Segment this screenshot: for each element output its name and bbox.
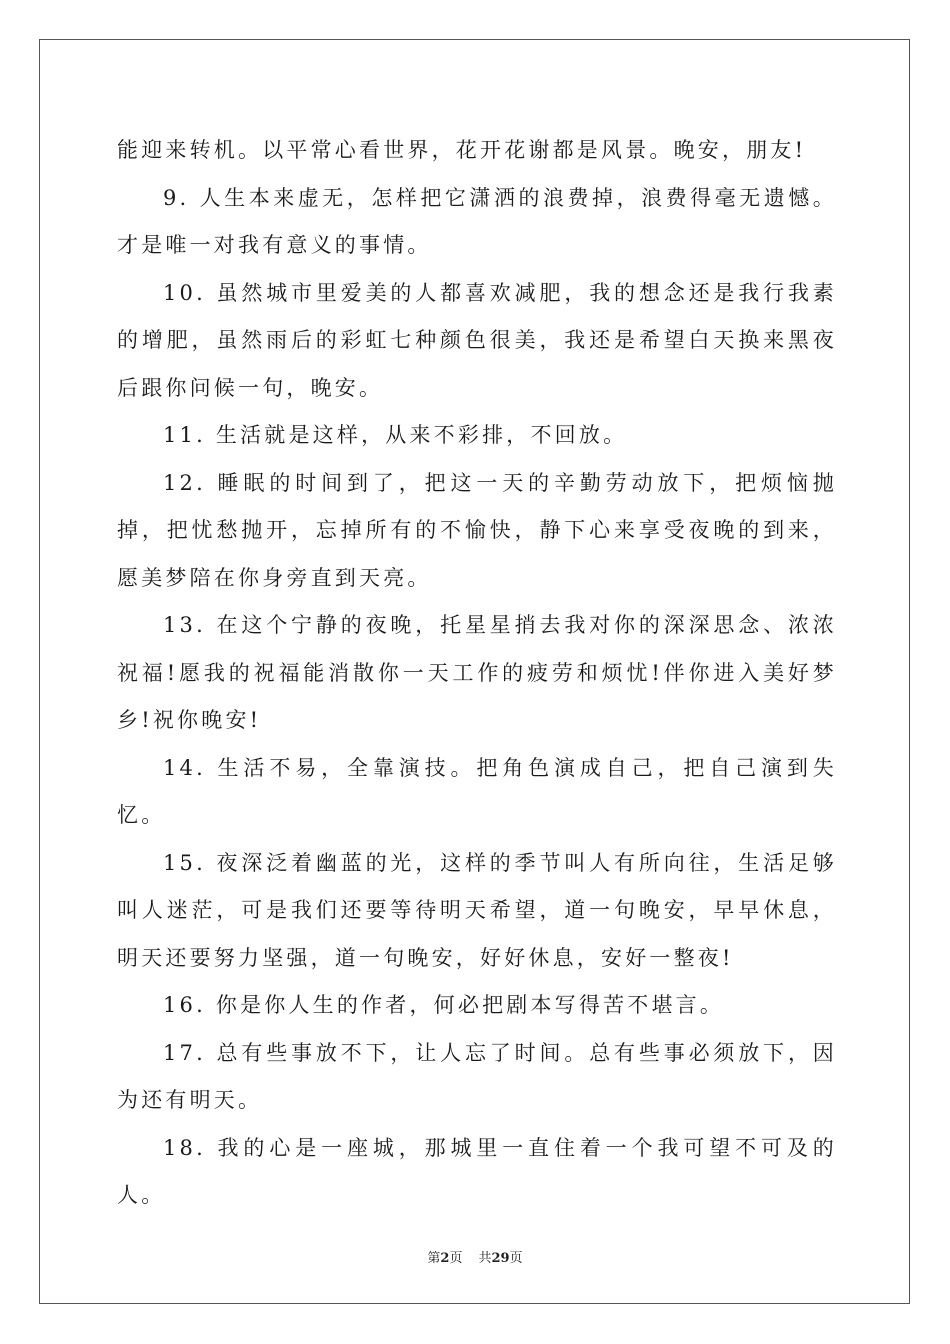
paragraph-item-14: 14. 生活不易，全靠演技。把角色演成自己，把自己演到失忆。 (117, 755, 837, 827)
paragraph-item-16: 16. 你是你人生的作者，何必把剧本写得苦不堪言。 (163, 993, 725, 1017)
paragraph-item-18: 18. 我的心是一座城，那城里一直住着一个我可望不可及的人。 (117, 1135, 837, 1207)
paragraph-item-13: 13. 在这个宁静的夜晚，托星星捎去我对你的深深思念、浓浓祝福!愿我的祝福能消散你一天工作的疲劳和烦忧!伴你进入美好梦乡!祝你晚安! (117, 613, 837, 732)
current-page: 2 (440, 1251, 450, 1266)
paragraph-item-17: 17. 总有些事放不下，让人忘了时间。总有些事必须放下，因为还有明天。 (117, 1040, 837, 1112)
paragraph-item-9: 9. 人生本来虚无，怎样把它潇洒的浪费掉，浪费得毫无遗憾。才是唯一对我有意义的事情。 (117, 185, 837, 257)
total-count: 29 (491, 1251, 510, 1266)
paragraph-item-15: 15. 夜深泛着幽蓝的光，这样的季节叫人有所向往，生活足够叫人迷茫，可是我们还要等待明天希望，道一句晚安，早早休息，明天还要努力坚强，道一句晚安，好好休息，安好一整夜! (117, 850, 837, 970)
paragraph-continuation: 能迎来转机。以平常心看世界，花开花谢都是风景。晚安，朋友! (117, 138, 807, 162)
page-footer (0, 1247, 950, 1266)
page-number (427, 1247, 462, 1266)
paragraph-item-10: 10. 虽然城市里爱美的人都喜欢减肥，我的想念还是我行我素的增肥，虽然雨后的彩虹七种颜色很美，我还是希望白天换来黑夜后跟你问候一句，晚安。 (117, 280, 837, 400)
document-body (117, 127, 837, 1220)
page-prefix: 第 (427, 1251, 441, 1266)
page-suffix: 页 (449, 1251, 463, 1266)
total-suffix: 页 (509, 1251, 523, 1266)
paragraph-item-11: 11. 生活就是这样，从来不彩排，不回放。 (163, 423, 628, 447)
total-prefix: 共 (478, 1251, 492, 1266)
paragraph-item-12: 12. 睡眠的时间到了，把这一天的辛勤劳动放下，把烦恼抛掉，把忧愁抛开，忘掉所有的不愉快，静下心来享受夜晚的到来，愿美梦陪在你身旁直到天亮。 (117, 470, 837, 590)
total-pages (478, 1247, 522, 1266)
